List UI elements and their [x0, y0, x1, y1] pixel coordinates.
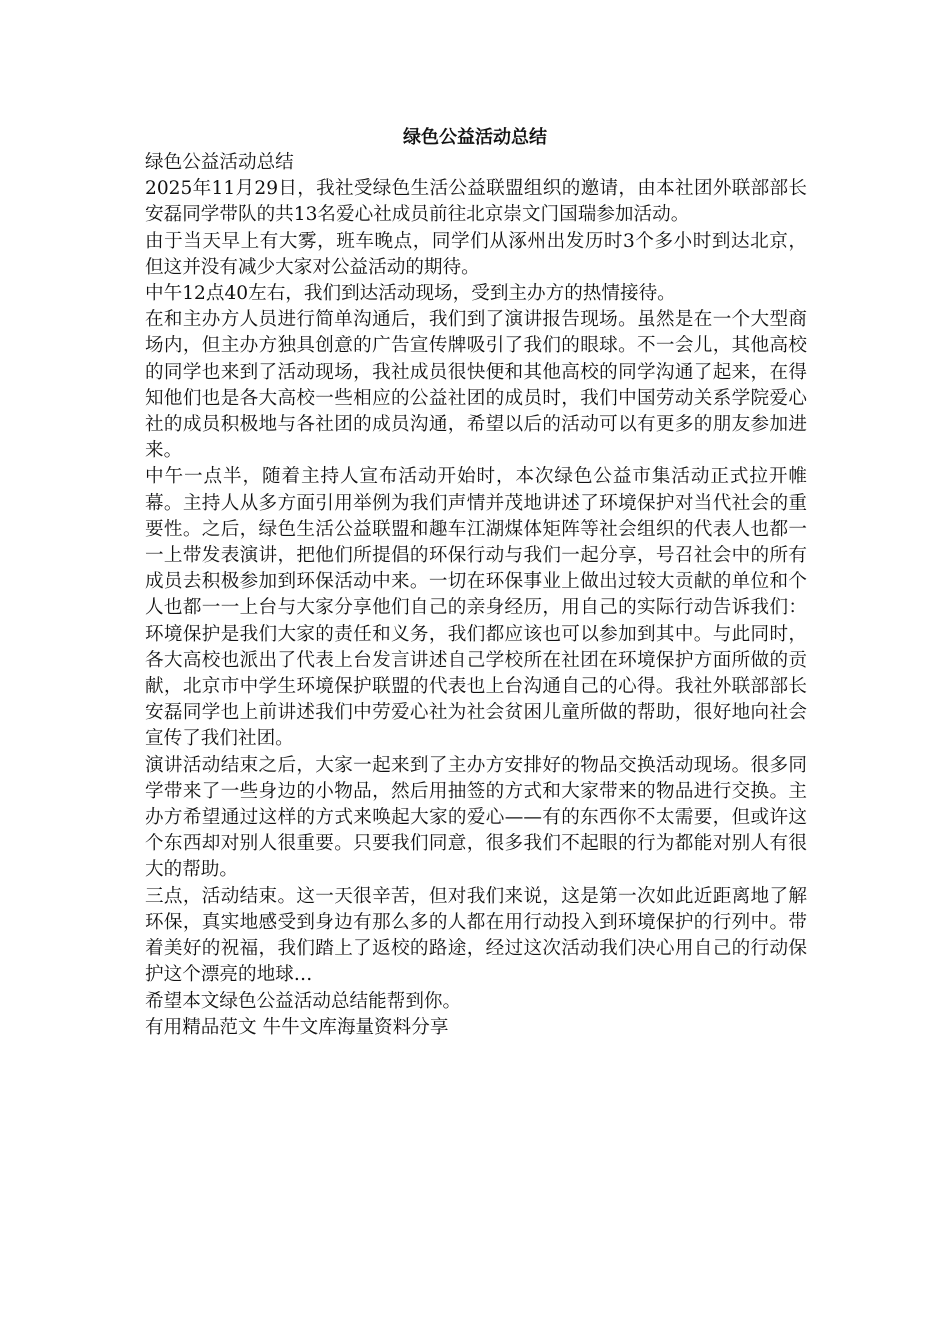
document-body — [145, 150, 807, 1041]
paragraph-venue: 在和主办方人员进行简单沟通后，我们到了演讲报告现场。虽然是在一个大型商场内，但主办方独具创意的广告宣传牌吸引了我们的眼球。不一会儿，其他高校的同学也来到了活动现场，我社成员很快便和其他高校的同学沟通了起来，在得知他们也是各大高校一些相应的公益社团的成员时，我们中国劳动关系学院爱心社的成员积极地与各社团的成员沟通，希望以后的活动可以有更多的朋友参加进来。 — [145, 309, 807, 462]
paragraph-conclusion: 三点，活动结束。这一天很辛苦，但对我们来说，这是第一次如此近距离地了解环保，真实地感受到身边有那么多的人都在用行动投入到环境保护的行列中。带着美好的祝福，我们踏上了返校的路途，经过这次活动我们决心用自己的行动保护这个漂亮的地球… — [145, 885, 807, 986]
paragraph-exchange: 演讲活动结束之后，大家一起来到了主办方安排好的物品交换活动现场。很多同学带来了一些身边的小物品，然后用抽签的方式和大家带来的物品进行交换。主办方希望通过这样的方式来唤起大家的爱心——有的东西你不太需要，但或许这个东西却对别人很重要。只要我们同意，很多我们不起眼的行为都能对别人有很大的帮助。 — [145, 754, 807, 881]
paragraph-closing-note: 希望本文绿色公益活动总结能帮到你。 — [145, 990, 462, 1012]
paragraph-footer-note: 有用精品范文 牛牛文库海量资料分享 — [145, 1016, 449, 1038]
document-title: 绿色公益活动总结 — [403, 127, 547, 148]
paragraph-travel: 由于当天早上有大雾，班车晚点，同学们从涿州出发历时3个多小时到达北京，但这并没有减少大家对公益活动的期待。 — [145, 230, 807, 278]
paragraph-arrival: 中午12点40左右，我们到达活动现场，受到主办方的热情接待。 — [145, 283, 676, 305]
subtitle-paragraph: 绿色公益活动总结 — [145, 152, 294, 173]
paragraph-speeches: 中午一点半，随着主持人宣布活动开始时，本次绿色公益市集活动正式拉开帷幕。主持人从多方面引用举例为我们声情并茂地讲述了环境保护对当代社会的重要性。之后，绿色生活公益联盟和趣车江湖煤体矩阵等社会组织的代表人也都一一上带发表演讲，把他们所提倡的环保行动与我们一起分享，号召社会中的所有成员去积极参加到环保活动中来。一切在环保事业上做出过较大贡献的单位和个人也都一一上台与大家分享他们自己的亲身经历，用自己的实际行动告诉我们：环境保护是我们大家的责任和义务，我们都应该也可以参加到其中。与此同时，各大高校也派出了代表上台发言讲述自己学校所在社团在环境保护方面所做的贡献，北京市中学生环境保护联盟的代表也上台沟通自己的心得。我社外联部部长安磊同学也上前讲述我们中劳爱心社为社会贫困儿童所做的帮助，很好地向社会宣传了我们社团。 — [145, 466, 807, 750]
paragraph-intro: 2025年11月29日，我社受绿色生活公益联盟组织的邀请，由本社团外联部部长安磊同学带队的共13名爱心社成员前往北京崇文门国瑞参加活动。 — [145, 178, 807, 226]
